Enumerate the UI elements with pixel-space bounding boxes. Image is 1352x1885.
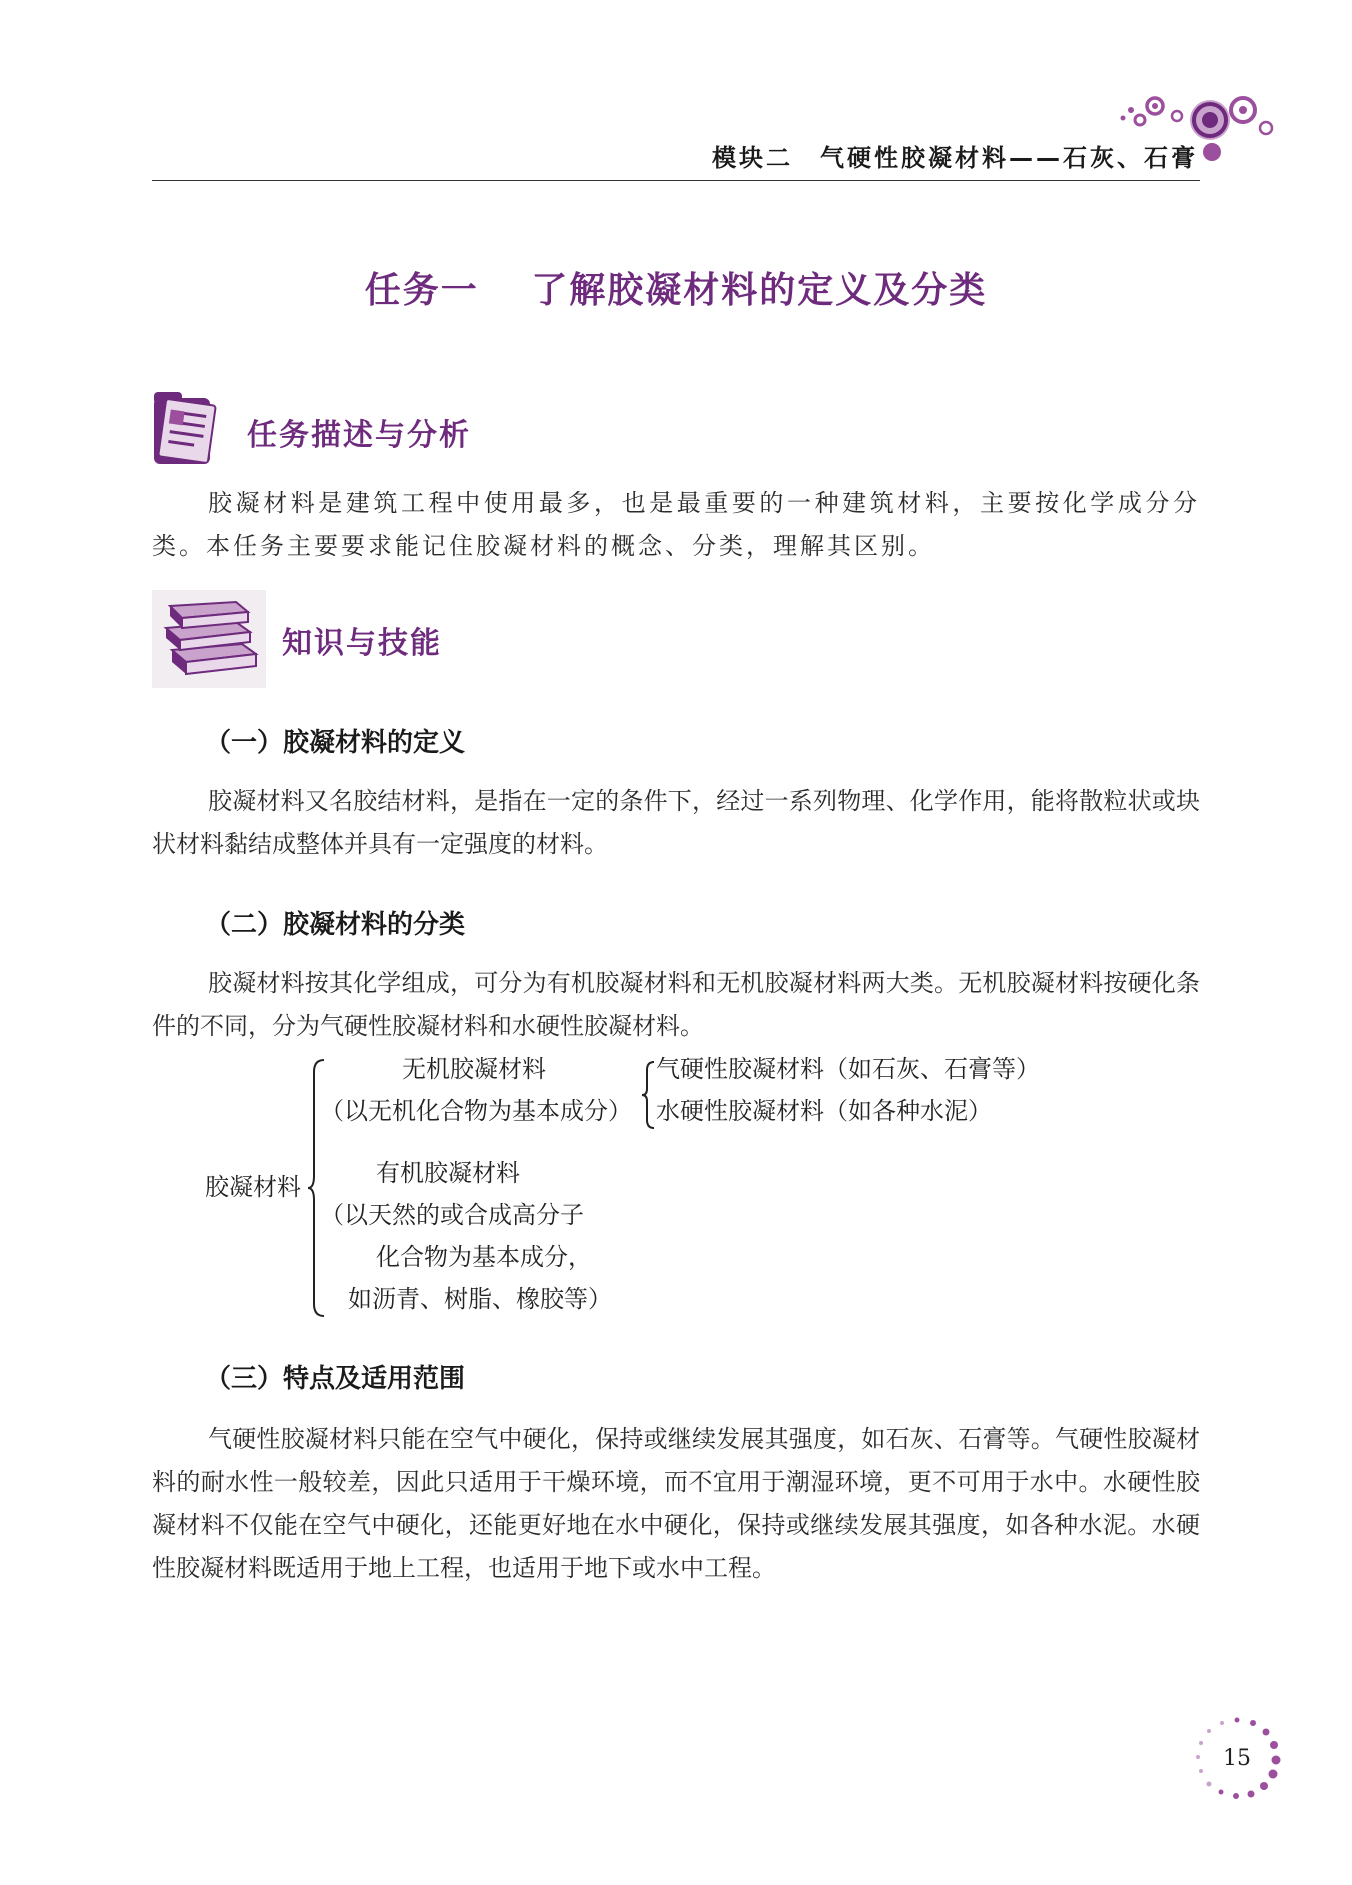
subheading-definition: （一）胶凝材料的定义 bbox=[205, 728, 466, 758]
diagram-organic-desc-2: 化合物为基本成分， bbox=[376, 1243, 592, 1271]
diagram-hydraulic: 水硬性胶凝材料（如各种水泥） bbox=[656, 1097, 992, 1125]
section-heading-knowledge: 知识与技能 bbox=[282, 626, 442, 661]
diagram-air-hardening: 气硬性胶凝材料（如石灰、石膏等） bbox=[656, 1055, 1040, 1083]
header-rule bbox=[152, 180, 1200, 181]
diagram-inorganic-desc: （以无机化合物为基本成分） bbox=[320, 1097, 632, 1125]
diagram-organic-desc-3: 如沥青、树脂、橡胶等） bbox=[348, 1285, 612, 1313]
classification-paragraph: 胶凝材料按其化学组成，可分为有机胶凝材料和无机胶凝材料两大类。无机胶凝材料按硬化条件的不同，分为气硬性胶凝材料和水硬性胶凝材料。 bbox=[152, 969, 1200, 1040]
page-number: 15 bbox=[1223, 1746, 1251, 1771]
running-head: 模块二 气硬性胶凝材料——石灰、石膏 bbox=[712, 144, 1198, 172]
task-title: 任务一 了解胶凝材料的定义及分类 bbox=[364, 270, 988, 311]
folder-document-icon bbox=[150, 388, 230, 468]
diagram-sub-brace bbox=[640, 1060, 656, 1130]
books-stack-icon bbox=[152, 590, 266, 688]
diagram-organic-desc-1: （以天然的或合成高分子 bbox=[320, 1201, 584, 1229]
diagram-root-label: 胶凝材料 bbox=[205, 1173, 301, 1201]
subheading-features: （三）特点及适用范围 bbox=[205, 1364, 466, 1394]
features-paragraph: 气硬性胶凝材料只能在空气中硬化，保持或继续发展其强度，如石灰、石膏等。气硬性胶凝材料的耐水性一般较差，因此只适用于干燥环境，而不宜用于潮湿环境，更不可用于水中。水硬性胶凝材料不仅能在空气中硬化，还能更好地在水中硬化，保持或继续发展其强度，如各种水泥。水硬性胶凝材料既适用于地上工程，也适用于地下或水中工程。 bbox=[152, 1425, 1200, 1582]
diagram-inorganic-label: 无机胶凝材料 bbox=[402, 1055, 546, 1083]
description-paragraph: 胶凝材料是建筑工程中使用最多，也是最重要的一种建筑材料，主要按化学成分分类。本任务主要要求能记住胶凝材料的概念、分类，理解其区别。 bbox=[152, 489, 1200, 560]
subheading-classification: （二）胶凝材料的分类 bbox=[205, 910, 466, 940]
definition-paragraph: 胶凝材料又名胶结材料，是指在一定的条件下，经过一系列物理、化学作用，能将散粒状或块状材料黏结成整体并具有一定强度的材料。 bbox=[152, 787, 1200, 858]
diagram-organic-label: 有机胶凝材料 bbox=[376, 1159, 520, 1187]
section-heading-description: 任务描述与分析 bbox=[247, 418, 471, 453]
